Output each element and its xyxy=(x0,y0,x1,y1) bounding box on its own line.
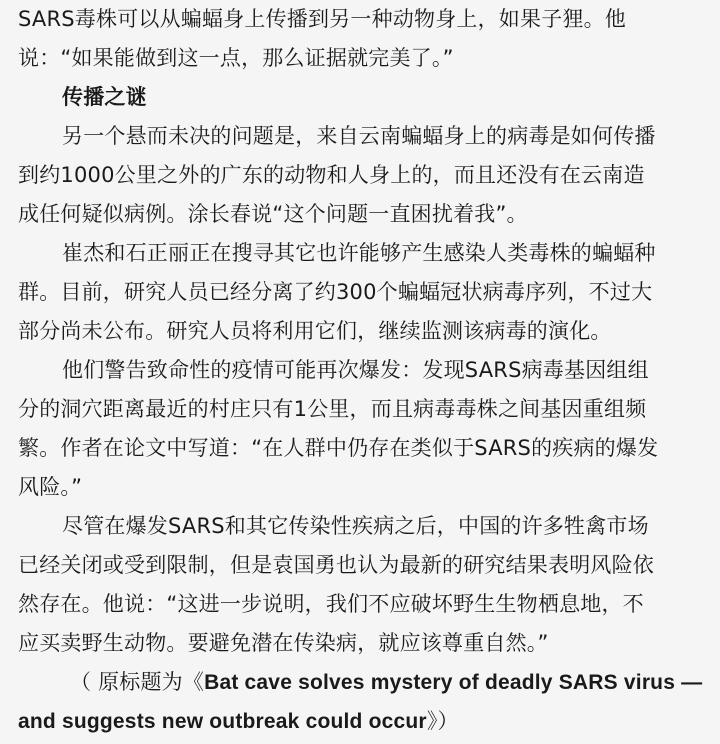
para4-line-1: 尽管在爆发SARS和其它传染性疾病之后，中国的许多牲禽市场 xyxy=(62,514,649,538)
caption-line-2 xyxy=(18,702,706,741)
article-body xyxy=(18,0,706,741)
para2-line-1: 崔杰和石正丽正在搜寻其它也许能够产生感染人类毒株的蝙蝠种 xyxy=(62,241,656,265)
caption-title-part-2: and suggests new outbreak could occur xyxy=(18,710,427,733)
para4-line-3: 然存在。他说：“这进一步说明，我们不应破坏野生生物栖息地，不 xyxy=(18,592,644,616)
intro-line-1: SARS毒株可以从蝙蝠身上传播到另一种动物身上，如果子狸。他 xyxy=(18,7,627,31)
para4-line-4: 应买卖野生动物。要避免潜在传染病，就应该尊重自然。” xyxy=(18,631,549,655)
intro-line-2: 说：“如果能做到这一点，那么证据就完美了。” xyxy=(18,46,454,70)
caption-title-part-1: Bat cave solves mystery of deadly SARS virus — xyxy=(204,671,703,694)
para1-line-1: 另一个悬而未决的问题是，来自云南蝙蝠身上的病毒是如何传播 xyxy=(62,124,656,148)
caption-suffix: 》） xyxy=(426,709,459,733)
para1-line-2: 到约1000公里之外的广东的动物和人身上的，而且还没有在云南造 xyxy=(18,163,645,187)
para3-line-4: 风险。” xyxy=(18,475,83,499)
para4-line-2: 已经关闭或受到限制，但是袁国勇也认为最新的研究结果表明风险依 xyxy=(18,553,654,577)
para3-line-1: 他们警告致命性的疫情可能再次爆发：发现SARS病毒基因组组 xyxy=(62,358,649,382)
caption-line-1 xyxy=(18,663,706,702)
para3-line-2: 分的洞穴距离最近的村庄只有1公里，而且病毒毒株之间基因重组频 xyxy=(18,397,647,421)
section-heading: 传播之谜 xyxy=(62,85,147,109)
para2-line-2: 群。目前，研究人员已经分离了约300个蝙蝠冠状病毒序列，不过大 xyxy=(18,280,653,304)
para1-line-3: 成任何疑似病例。涂长春说“这个问题一直困扰着我”。 xyxy=(18,202,528,226)
para3-line-3: 繁。作者在论文中写道：“在人群中仍存在类似于SARS的疾病的爆发 xyxy=(18,436,659,460)
para2-line-3: 部分尚未公布。研究人员将利用它们，继续监测该病毒的演化。 xyxy=(18,319,612,343)
caption-prefix: （ 原标题为《 xyxy=(70,670,205,694)
